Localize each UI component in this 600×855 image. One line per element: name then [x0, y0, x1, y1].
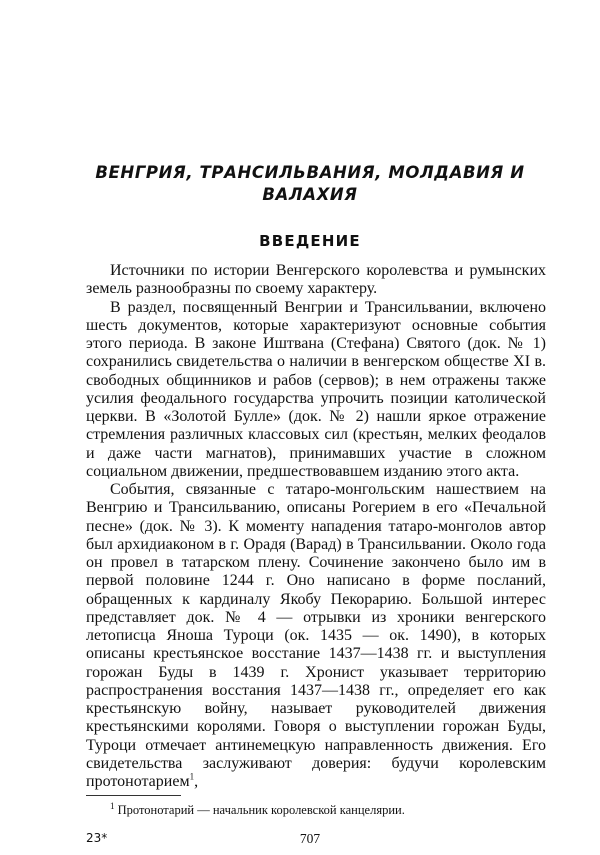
chapter-title	[60, 162, 560, 206]
page-number: 707	[299, 831, 321, 846]
paragraph-3: События, связанные с татаро-монгольским нашествием на Венгрию и Трансильванию, описаны Рогерием в его «Печальной песне» (док. № 3). К моменту нападения татаро-монголов автор был архидиаконом в г. Орадя (Варад) в Трансильвании. Около года он провел в татарском плену. Сочинение закончено было им в первой половине 1244 г. Оно написано в форме посланий, обращенных к кардиналу Якобу Пекорарию. Большой интерес представляет док. № 4 — отрывки из хроники венгерского летописца Яноша Туроци (ок. 1435 — ок. 1490), в которых описаны крестьянское восстание 1437—1438 гг. и выступления горожан Буды в 1439 г. Хронист указывает территорию распространения восстания 1437—1438 гг., определяет его как крестьянскую войну, называет руководителей движения крестьянскими королями. Говоря о выступлении горожан Буды, Туроци отмечает антинемецкую направленность движения. Его свидетельства заслуживают доверия: будучи королевским протонотарием$^1$,	[86, 481, 546, 790]
chapter-title-line-2: ВАЛАХИЯ	[262, 185, 358, 204]
footnote-text: Протонотарий — начальник королевской канцелярии.	[117, 803, 405, 817]
section-title: ВВЕДЕНИЕ	[259, 232, 361, 250]
paragraph-2: В раздел, посвященный Венгрии и Трансильвании, включено шесть документов, которые характеризуют основные события этого периода. В законе Иштвана (Стефана) Святого (док. № 1) сохранились свидетельства о наличии в венгерском обществе XI в. свободных общинников и рабов (сервов); в нем отражены также усилия феодального государства упрочить позиции католической церкви. В «Золотой Булле» (док. № 2) нашли яркое отражение стремления различных классовых сил (крестьян, мелких феодалов и даже части магнатов), принимавших участие в сложном социальном движении, предшествовавшем изданию этого акта.	[86, 298, 546, 480]
body-text	[86, 262, 546, 791]
paragraph-3-text: События, связанные с татаро-монгольским нашествием на Венгрию и Трансильванию, описаны Рогерием в его «Печальной песне» (док. № 3). К моменту нападения татаро-монголов автор был архидиаконом в г. Орадя (Варад) в Трансильвании. Около года он провел в татарском плену. Сочинение закончено было им в первой половине 1244 г. Оно написано в форме посланий, обращенных к кардиналу Якобу Пекорарию. Большой интерес представляет док. № 4 — отрывки из хроники венгерского летописца Яноша Туроци (ок. 1435 — ок. 1490), в которых описаны крестьянское восстание 1437—1438 гг. и выступления горожан Буды в 1439 г. Хронист указывает территорию распространения восстания 1437—1438 гг., определяет его как крестьянскую войну, называет руководителей движения крестьянскими королями. Говоря о выступлении горожан Буды, Туроци отмечает антинемецкую направленность движения. Его свидетельства заслуживают доверия: будучи королевским протонотарием	[86, 481, 546, 790]
paragraph-1: Источники по истории Венгерского королевства и румынских земель разнообразны по своему характеру.	[86, 262, 546, 298]
footnote	[86, 800, 546, 818]
footnote-number: 1	[110, 800, 115, 811]
footnote-divider	[86, 795, 181, 796]
footnote-reference: 1	[189, 771, 195, 782]
signature-mark: 23*	[86, 831, 108, 845]
chapter-title-line-1: ВЕНГРИЯ, ТРАНСИЛЬВАНИЯ, МОЛДАВИЯ И	[95, 163, 525, 182]
